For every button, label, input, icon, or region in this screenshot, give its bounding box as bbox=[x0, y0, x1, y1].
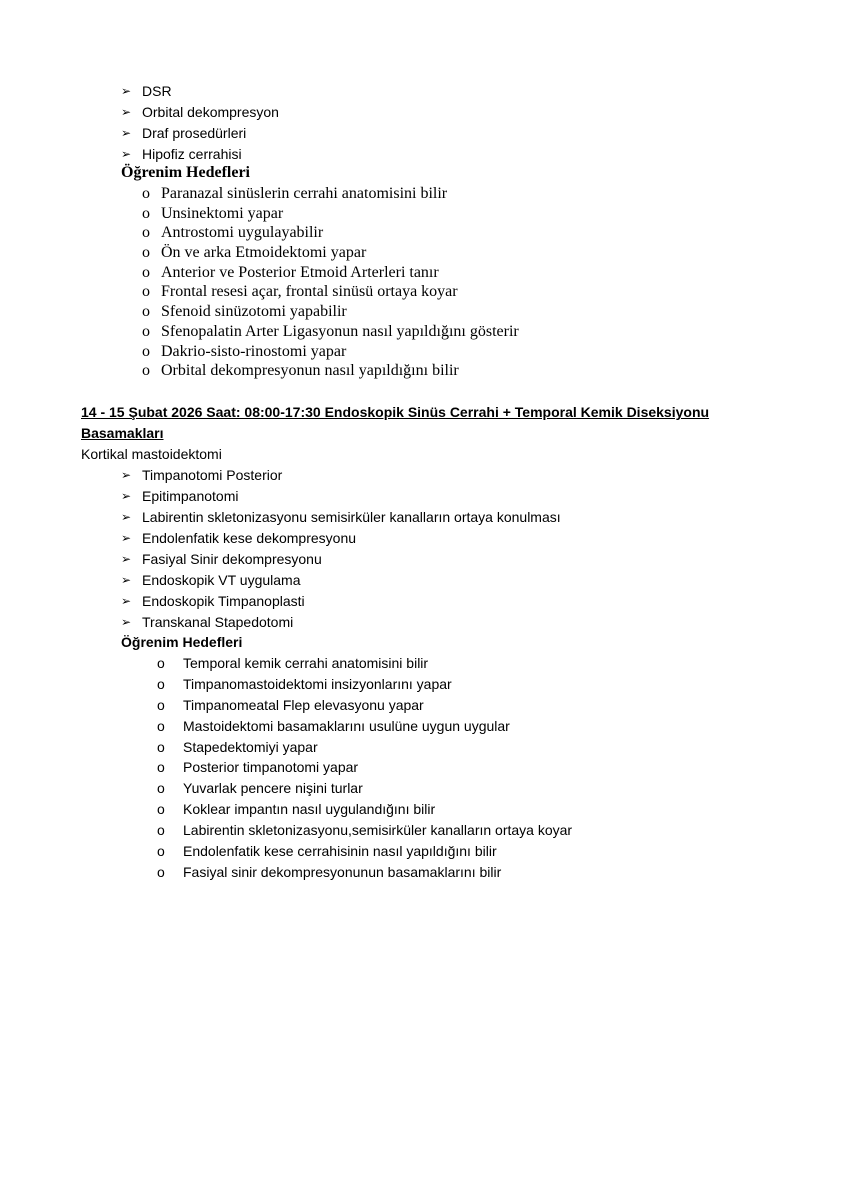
list-item: ➢ Draf prosedürleri bbox=[142, 123, 279, 144]
circle-bullet-icon: o bbox=[157, 738, 165, 755]
arrow-bullet-icon: ➢ bbox=[121, 84, 132, 98]
section-title: 14 - 15 Şubat 2026 Saat: 08:00-17:30 Endoskopik Sinüs Cerrahi + Temporal Kemik Diseksiyonu Basamakları bbox=[81, 404, 710, 441]
list-item: o Temporal kemik cerrahi anatomisini bilir bbox=[183, 653, 572, 674]
list-item: ➢ Endoskopik VT uygulama bbox=[142, 570, 561, 591]
circle-bullet-icon: o bbox=[157, 717, 165, 734]
circle-bullet-icon: o bbox=[157, 675, 165, 692]
list-item: o Paranazal sinüslerin cerrahi anatomisini bilir bbox=[142, 185, 448, 202]
circle-bullet-icon: o bbox=[157, 759, 165, 776]
list-item: o Timpanomeatal Flep elevasyonu yapar bbox=[183, 695, 572, 716]
objectives-heading: Öğrenim Hedefleri bbox=[121, 164, 250, 181]
arrow-bullet-icon: ➢ bbox=[121, 489, 132, 503]
circle-bullet-icon: o bbox=[142, 185, 150, 202]
list-item: o Anterior ve Posterior Etmoid Arterleri tanır bbox=[142, 263, 439, 281]
list-item: o Fasiyal sinir dekompresyonunun basamaklarını bilir bbox=[183, 862, 572, 883]
section-intro: Kortikal mastoidektomi bbox=[81, 446, 222, 462]
list-item: o Dakrio-sisto-rinostomi yapar bbox=[142, 342, 347, 360]
circle-bullet-icon: o bbox=[142, 244, 150, 262]
list-item: o Orbital dekompresyonun nasıl yapıldığını bilir bbox=[142, 362, 459, 380]
list-item: ➢ Endoskopik Timpanoplasti bbox=[142, 591, 561, 612]
arrow-bullet-icon: ➢ bbox=[121, 531, 132, 545]
circle-bullet-icon: o bbox=[157, 696, 165, 713]
list-item: o Endolenfatik kese cerrahisinin nasıl yapıldığını bilir bbox=[183, 841, 572, 862]
list-item: o Sfenopalatin Arter Ligasyonun nasıl yapıldığını gösterir bbox=[142, 322, 519, 340]
arrow-bullet-icon: ➢ bbox=[121, 615, 132, 629]
circle-bullet-icon: o bbox=[157, 863, 165, 880]
procedure-list-1 bbox=[121, 81, 279, 165]
list-item: o Labirentin skletonizasyonu,semisirküler kanalların ortaya koyar bbox=[183, 820, 572, 841]
list-item: o Unsinektomi yapar bbox=[142, 204, 284, 222]
list-item: o Timpanomastoidektomi insizyonlarını yapar bbox=[183, 674, 572, 695]
circle-bullet-icon: o bbox=[157, 843, 165, 860]
arrow-bullet-icon: ➢ bbox=[121, 126, 132, 140]
circle-bullet-icon: o bbox=[142, 342, 150, 360]
list-item: ➢ Fasiyal Sinir dekompresyonu bbox=[142, 549, 561, 570]
circle-bullet-icon: o bbox=[157, 780, 165, 797]
list-item: ➢ Orbital dekompresyon bbox=[142, 102, 279, 123]
arrow-bullet-icon: ➢ bbox=[121, 105, 132, 119]
circle-bullet-icon: o bbox=[142, 362, 150, 380]
list-item: o Koklear impantın nasıl uygulandığını bilir bbox=[183, 799, 572, 820]
list-item: o Mastoidektomi basamaklarını usulüne uygun uygular bbox=[183, 716, 572, 737]
list-item: ➢ Epitimpanotomi bbox=[142, 486, 561, 507]
list-item: ➢ Timpanotomi Posterior bbox=[142, 465, 561, 486]
objectives-heading: Öğrenim Hedefleri bbox=[121, 634, 243, 650]
procedure-list-2 bbox=[121, 465, 561, 633]
list-item: o Ön ve arka Etmoidektomi yapar bbox=[142, 244, 367, 262]
circle-bullet-icon: o bbox=[142, 204, 150, 222]
circle-bullet-icon: o bbox=[157, 822, 165, 839]
list-item: ➢ Endolenfatik kese dekompresyonu bbox=[142, 528, 561, 549]
circle-bullet-icon: o bbox=[142, 303, 150, 321]
list-item: o Frontal resesi açar, frontal sinüsü ortaya koyar bbox=[142, 283, 458, 301]
arrow-bullet-icon: ➢ bbox=[121, 552, 132, 566]
circle-bullet-icon: o bbox=[157, 655, 165, 671]
list-item: ➢ Hipofiz cerrahisi bbox=[142, 144, 279, 165]
objectives-list-1 bbox=[142, 184, 519, 381]
list-item: o Antrostomi uygulayabilir bbox=[142, 224, 324, 242]
list-item: o Yuvarlak pencere nişini turlar bbox=[183, 778, 572, 799]
arrow-bullet-icon: ➢ bbox=[121, 468, 132, 482]
list-item: ➢ DSR bbox=[142, 81, 279, 102]
list-item: ➢ Labirentin skletonizasyonu semisirküler kanalların ortaya konulması bbox=[142, 507, 561, 528]
arrow-bullet-icon: ➢ bbox=[121, 573, 132, 587]
arrow-bullet-icon: ➢ bbox=[121, 594, 132, 608]
circle-bullet-icon: o bbox=[142, 283, 150, 301]
circle-bullet-icon: o bbox=[142, 224, 150, 242]
objectives-list-2 bbox=[157, 653, 573, 883]
list-item: o Sfenoid sinüzotomi yapabilir bbox=[142, 303, 347, 321]
circle-bullet-icon: o bbox=[157, 801, 165, 818]
arrow-bullet-icon: ➢ bbox=[121, 147, 132, 161]
list-item: o Stapedektomiyi yapar bbox=[183, 737, 572, 758]
list-item: o Posterior timpanotomi yapar bbox=[183, 757, 572, 778]
list-item: ➢ Transkanal Stapedotomi bbox=[142, 612, 561, 633]
circle-bullet-icon: o bbox=[142, 263, 150, 281]
arrow-bullet-icon: ➢ bbox=[121, 510, 132, 524]
circle-bullet-icon: o bbox=[142, 322, 150, 340]
